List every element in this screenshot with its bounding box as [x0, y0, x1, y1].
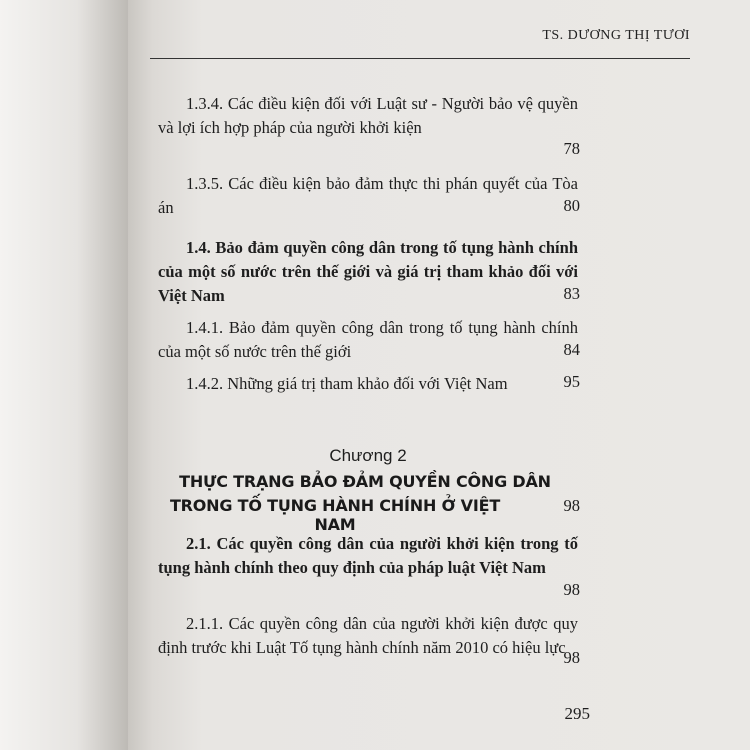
chapter-title-line2: TRONG TỐ TỤNG HÀNH CHÍNH Ở VIỆT NAM	[169, 496, 501, 534]
toc-entry-1-3-4	[158, 92, 578, 140]
toc-entry-1-4-2	[158, 372, 518, 396]
toc-page-number: 98	[563, 580, 580, 599]
toc-page-number: 95	[563, 372, 580, 391]
chapter-title-line1: THỰC TRẠNG BẢO ĐẢM QUYỀN CÔNG DÂN	[179, 472, 551, 491]
toc-entry-text: 1.4.1. Bảo đảm quyền công dân trong tố tụng hành chính của một số nước trên thế giới	[158, 318, 578, 361]
book-left-page-edge	[0, 0, 128, 750]
toc-page-number: 98	[563, 648, 580, 667]
chapter-label: Chương 2	[329, 446, 407, 465]
toc-entry-2-1-1	[158, 612, 578, 660]
toc-entry-2-1	[158, 532, 578, 580]
toc-entry-1-3-5	[158, 172, 578, 220]
toc-page-number: 98	[563, 496, 580, 515]
toc-entry-1-4-1	[158, 316, 578, 364]
toc-page-number: 78	[563, 139, 580, 158]
toc-entry-text: 1.3.4. Các điều kiện đối với Luật sư - Người bảo vệ quyền và lợi ích hợp pháp của người khởi kiện	[158, 94, 578, 137]
page-number: 295	[564, 704, 590, 723]
toc-page-number: 80	[563, 196, 580, 215]
toc-entry-1-4	[158, 236, 578, 308]
toc-entry-text: 1.4.2. Những giá trị tham khảo đối với Việt Nam	[186, 374, 508, 393]
header-rule	[150, 58, 690, 59]
toc-page-number: 83	[563, 284, 580, 303]
toc-entry-text: 2.1. Các quyền công dân của người khởi kiện trong tố tụng hành chính theo quy định của pháp luật Việt Nam	[158, 534, 578, 577]
toc-entry-text: 1.4. Bảo đảm quyền công dân trong tố tụng hành chính của một số nước trên thế giới và giá trị tham khảo đối với Việt Nam	[158, 238, 578, 305]
toc-page-number: 84	[563, 340, 580, 359]
toc-entry-text: 2.1.1. Các quyền công dân của người khởi kiện được quy định trước khi Luật Tố tụng hành chính năm 2010 có hiệu lực	[158, 614, 578, 657]
toc-entry-text: 1.3.5. Các điều kiện bảo đảm thực thi phán quyết của Tòa án	[158, 174, 578, 217]
running-header: TS. DƯƠNG THỊ TƯƠI	[542, 28, 690, 43]
